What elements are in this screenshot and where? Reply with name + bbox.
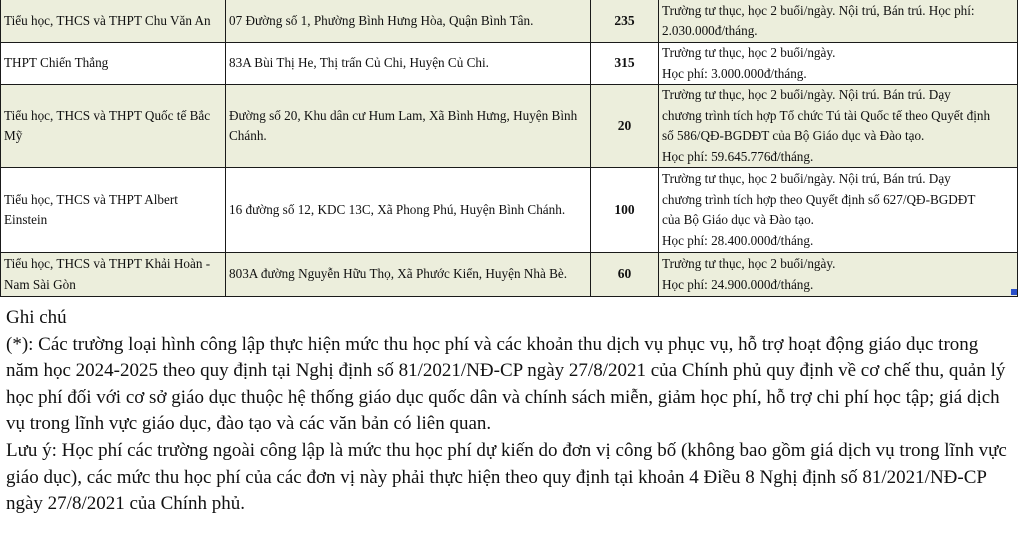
count-cell[interactable]: 100 (591, 168, 659, 253)
table-row (1, 0, 1018, 43)
school-name-cell[interactable]: Tiểu học, THCS và THPT Albert Einstein (1, 168, 226, 253)
note-line: Trường tư thục, học 2 buổi/ngày. (662, 45, 836, 60)
note-line: Học phí: 3.000.000đ/tháng. (662, 65, 807, 81)
address-cell[interactable]: 16 đường số 12, KDC 13C, Xã Phong Phú, Huyện Bình Chánh. (226, 168, 591, 253)
note-line: Trường tư thục, học 2 buổi/ngày. (662, 256, 836, 271)
note-cell[interactable] (659, 0, 1018, 43)
note-line: Trường tư thục, học 2 buổi/ngày. Nội trú, Bán trú. Học phí: (662, 2, 975, 18)
note-cell[interactable] (659, 43, 1018, 85)
table-row (1, 85, 1018, 168)
table-row (1, 43, 1018, 85)
notes-caution-paragraph: Lưu ý: Học phí các trường ngoài công lập là mức thu học phí dự kiến do đơn vị công bố (không bao gồm giá dịch vụ trong lĩnh vực giáo dục), các mức thu học phí của các đơn vị này phải thực hiện theo quy định tại khoản 4 Điều 8 Nghị định số 81/2021/NĐ-CP ngày 27/8/2021 của Chính phủ. (6, 439, 1007, 515)
school-name-cell[interactable]: Tiểu học, THCS và THPT Khải Hoàn - Nam Sài Gòn (1, 253, 226, 297)
selection-resize-handle[interactable] (1011, 289, 1017, 295)
note-line: số 586/QĐ-BGDĐT của Bộ Giáo dục và Đào tạo. (662, 128, 925, 143)
table-row (1, 168, 1018, 253)
address-cell[interactable]: Đường số 20, Khu dân cư Hum Lam, Xã Bình Hưng, Huyện Bình Chánh. (226, 85, 591, 168)
note-line: chương trình tích hợp theo Quyết định số 627/QĐ-BGDĐT (662, 191, 976, 207)
notes-section (6, 305, 1011, 518)
table-row (1, 253, 1018, 297)
note-cell[interactable] (659, 168, 1018, 253)
address-cell[interactable]: 07 Đường số 1, Phường Bình Hưng Hòa, Quận Bình Tân. (226, 0, 591, 43)
school-name-cell[interactable]: Tiểu học, THCS và THPT Quốc tế Bắc Mỹ (1, 85, 226, 168)
note-line: chương trình tích hợp Tổ chức Tú tài Quốc tế theo Quyết định (662, 107, 991, 123)
count-cell[interactable]: 60 (591, 253, 659, 297)
address-cell[interactable]: 803A đường Nguyễn Hữu Thọ, Xã Phước Kiển, Huyện Nhà Bè. (226, 253, 591, 297)
school-name-cell[interactable]: Tiểu học, THCS và THPT Chu Văn An (1, 0, 226, 43)
note-line: Trường tư thục, học 2 buổi/ngày. Nội trú. Bán trú. Dạy (662, 87, 951, 102)
note-line: 2.030.000đ/tháng. (662, 23, 758, 38)
note-line: Trường tư thục, học 2 buổi/ngày. Nội trú, Bán trú. Dạy (662, 171, 951, 186)
notes-asterisk-paragraph: (*): Các trường loại hình công lập thực hiện mức thu học phí và các khoản thu dịch vụ phục vụ, hỗ trợ hoạt động giáo dục trong năm học 2024-2025 theo quy định tại Nghị định số 81/2021/NĐ-CP ngày 27/8/2021 của Chính phủ quy định về cơ chế thu, quản lý học phí đối với cơ sở giáo dục thuộc hệ thống giáo dục quốc dân và chính sách miễn, giảm học phí, hỗ trợ chi phí học tập; giá dịch vụ trong lĩnh vực giáo dục, đào tạo và các văn bản có liên quan. (6, 333, 1006, 435)
count-cell[interactable]: 20 (591, 85, 659, 168)
note-cell[interactable] (659, 253, 1018, 297)
note-line: Học phí: 59.645.776đ/tháng. (662, 148, 814, 164)
note-line: của Bộ Giáo dục và Đào tạo. (662, 212, 814, 227)
address-cell[interactable]: 83A Bùi Thị He, Thị trấn Củ Chi, Huyện Củ Chi. (226, 43, 591, 85)
school-name-cell[interactable]: THPT Chiến Thắng (1, 43, 226, 85)
note-line: Học phí: 28.400.000đ/tháng. (662, 232, 814, 248)
notes-heading: Ghi chú (6, 307, 67, 328)
note-cell[interactable] (659, 85, 1018, 168)
note-line: Học phí: 24.900.000đ/tháng. (662, 276, 814, 292)
count-cell[interactable]: 235 (591, 0, 659, 43)
count-cell[interactable]: 315 (591, 43, 659, 85)
